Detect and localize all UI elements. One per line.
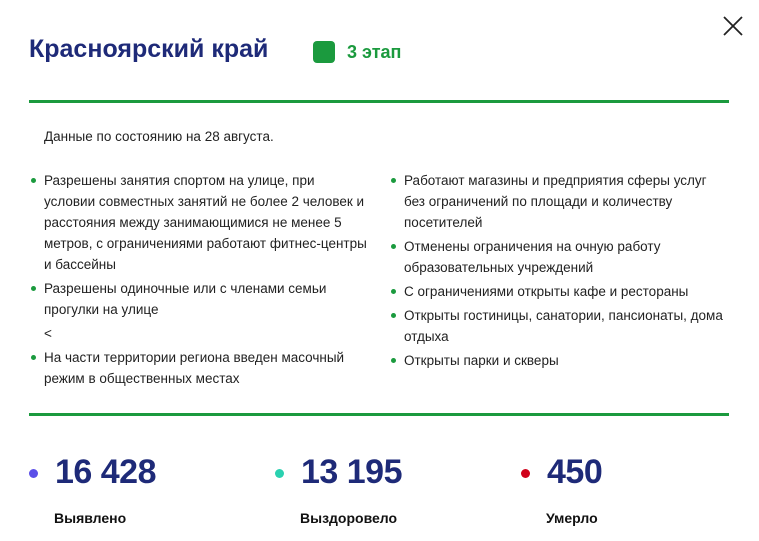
region-title: Красноярский край xyxy=(29,35,269,63)
bullet-icon xyxy=(391,313,396,318)
deaths-dot-icon xyxy=(521,469,530,478)
stage-label: 3 этап xyxy=(347,42,402,62)
close-button[interactable] xyxy=(720,13,746,39)
bullet-icon xyxy=(391,178,396,183)
list-item: Открыты парки и скверы xyxy=(389,350,729,371)
bullet-icon xyxy=(31,286,36,291)
list-item: Отменены ограничения на очную работу образовательных учреждений xyxy=(389,236,729,278)
stat-label: Выздоровело xyxy=(300,510,398,526)
stat-value: 13 195 xyxy=(301,453,402,491)
stat-label: Умерло xyxy=(546,510,598,526)
measures-right-list xyxy=(389,170,729,374)
bullet-icon xyxy=(31,355,36,360)
list-item: На части территории региона введен масочный режим в общественных местах xyxy=(29,347,369,389)
close-icon xyxy=(720,13,746,39)
bullet-icon xyxy=(31,178,36,183)
stage-square-icon xyxy=(313,41,335,63)
bullet-icon xyxy=(391,358,396,363)
bullet-icon xyxy=(391,289,396,294)
date-note: Данные по состоянию на 28 августа. xyxy=(44,129,274,144)
divider-bottom xyxy=(29,413,729,416)
recovered-dot-icon xyxy=(275,469,284,478)
stray-text: < xyxy=(44,326,52,341)
list-item: Разрешены занятия спортом на улице, при условии совместных занятий не более 2 человек и расстояния между занимающимися не менее 5 метров, с ограничениями работают фитнес-центры и бассейны xyxy=(29,170,369,275)
divider-top xyxy=(29,100,729,103)
list-item: С ограничениями открыты кафе и рестораны xyxy=(389,281,729,302)
bullet-icon xyxy=(391,244,396,249)
stat-label: Выявлено xyxy=(54,510,127,526)
list-item: Открыты гостиницы, санатории, пансионаты, дома отдыха xyxy=(389,305,729,347)
measures-left-list xyxy=(29,170,369,392)
list-item: Работают магазины и предприятия сферы услуг без ограничений по площади и количеству посетителей xyxy=(389,170,729,233)
detected-dot-icon xyxy=(29,469,38,478)
stat-value: 16 428 xyxy=(55,453,156,491)
stat-value: 450 xyxy=(547,453,603,491)
list-item: Разрешены одиночные или с членами семьи прогулки на улице xyxy=(29,278,369,320)
